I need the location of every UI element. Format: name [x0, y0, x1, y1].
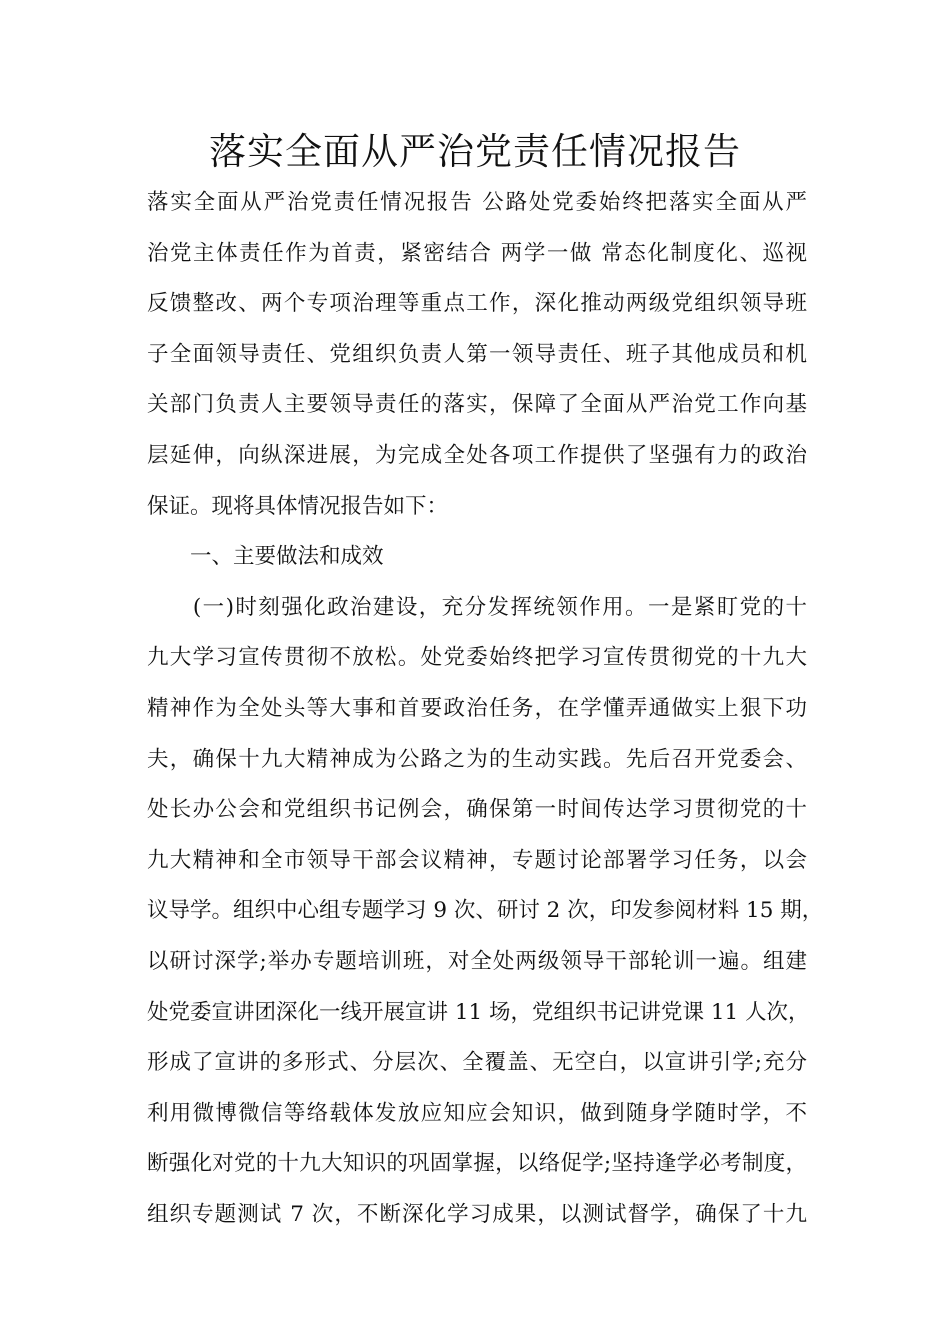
body-line: 利用微博微信等络载体发放应知应会知识，做到随身学随时学，不: [147, 1100, 807, 1126]
body-line: 以研讨深学;举办专题培训班，对全处两级领导干部轮训一遍。组建: [147, 948, 807, 974]
body-line: 反馈整改、两个专项治理等重点工作，深化推动两级党组织领导班: [147, 291, 807, 317]
body-line: 落实全面从严治党责任情况报告 公路处党委始终把落实全面从严: [147, 190, 807, 215]
document-title: 落实全面从严治党责任情况报告: [209, 130, 741, 173]
body-line: 九大精神和全市领导干部会议精神，专题讨论部署学习任务，以会: [147, 847, 807, 873]
section-heading: 一、主要做法和成效: [147, 544, 384, 570]
body-line: 处党委宣讲团深化一线开展宣讲 11 场，党组织书记讲党课 11 人次，: [147, 999, 810, 1025]
document-body: [147, 178, 824, 1240]
body-line: (一)时刻强化政治建设，充分发挥统领作用。一是紧盯党的十: [147, 594, 807, 620]
body-line: 层延伸，向纵深进展，为完成全处各项工作提供了坚强有力的政治: [147, 442, 807, 468]
body-line: 关部门负责人主要领导责任的落实，保障了全面从严治党工作向基: [147, 392, 807, 418]
body-line: 形成了宣讲的多形式、分层次、全覆盖、无空白，以宣讲引学;充分: [147, 1050, 807, 1076]
body-line: 精神作为全处头等大事和首要政治任务，在学懂弄通做实上狠下功: [147, 695, 807, 721]
body-line: 九大学习宣传贯彻不放松。处党委始终把学习宣传贯彻党的十九大: [147, 645, 807, 671]
body-line: 夫，确保十九大精神成为公路之为的生动实践。先后召开党委会、: [147, 746, 807, 772]
body-line: 子全面领导责任、党组织负责人第一领导责任、班子其他成员和机: [147, 341, 807, 367]
body-line: 断强化对党的十九大知识的巩固掌握，以络促学;坚持逢学必考制度，: [147, 1151, 807, 1177]
body-line: 保证。现将具体情况报告如下：: [147, 493, 449, 519]
body-line: 组织专题测试 7 次，不断深化学习成果，以测试督学，确保了十九: [147, 1201, 807, 1227]
body-line: 治党主体责任作为首责，紧密结合 两学一做 常态化制度化、巡视: [147, 240, 807, 266]
body-line: 议导学。组织中心组专题学习 9 次、研讨 2 次，印发参阅材料 15 期，: [147, 898, 824, 924]
body-line: 处长办公会和党组织书记例会，确保第一时间传达学习贯彻党的十: [147, 797, 807, 823]
